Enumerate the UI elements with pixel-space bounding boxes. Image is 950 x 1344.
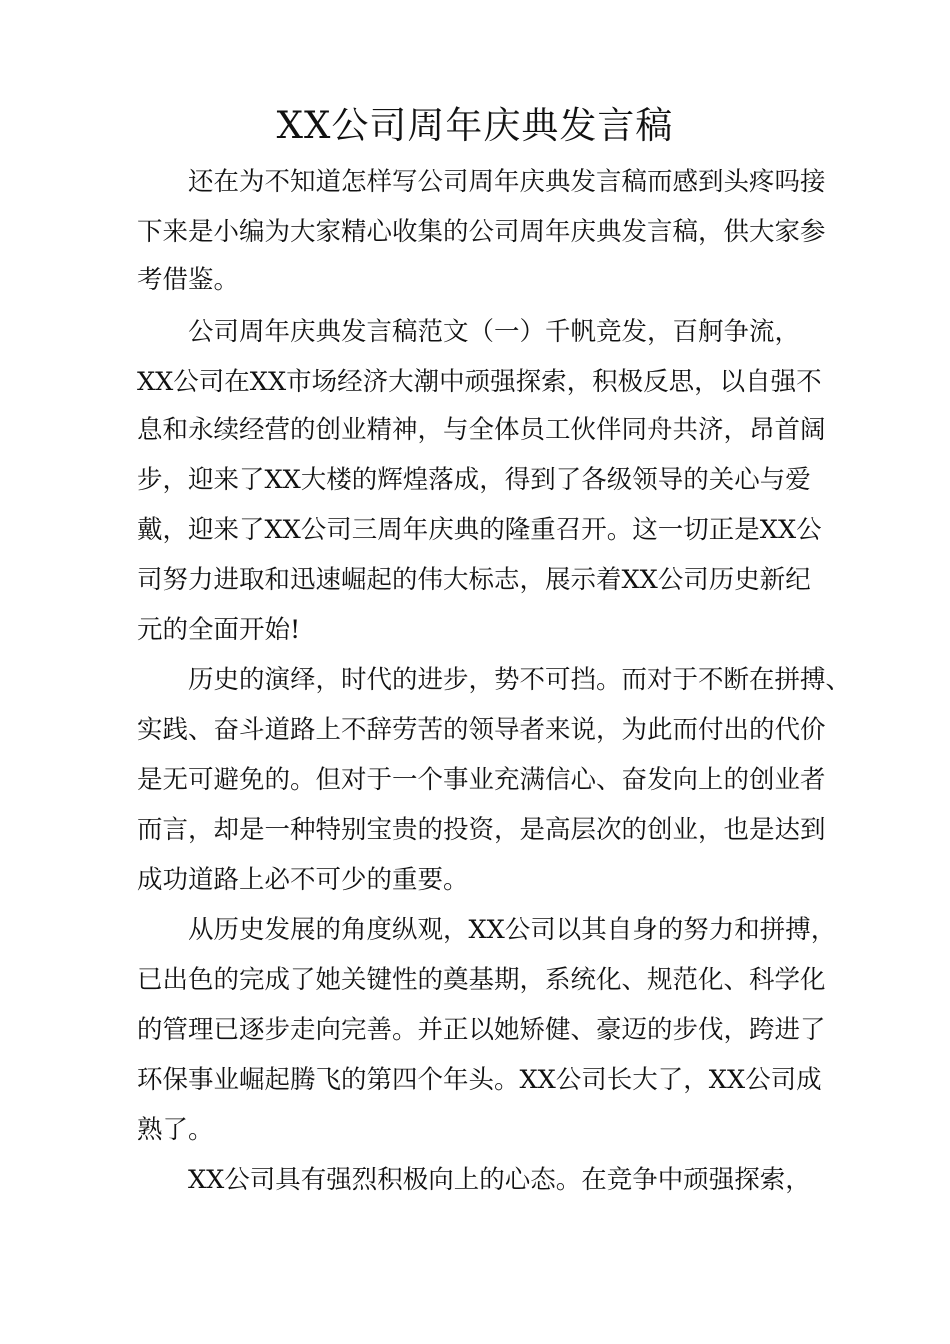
document-title: XX公司周年庆典发言稿	[276, 104, 674, 147]
text-line: 公司周年庆典发言稿范文（一）千帆竞发，百舸争流，	[188, 317, 801, 347]
text-line: 步，迎来了XX大楼的辉煌落成，得到了各级领导的关心与爱	[137, 465, 811, 495]
text-line: 考借鉴。	[137, 265, 240, 295]
text-line: 从历史发展的角度纵观，XX公司以其自身的努力和拼搏，	[188, 915, 837, 945]
text-line: 司努力进取和迅速崛起的伟大标志，展示着XX公司历史新纪	[137, 565, 811, 595]
text-line: 是无可避免的。但对于一个事业充满信心、奋发向上的创业者	[137, 765, 826, 795]
text-line: 而言，却是一种特别宝贵的投资，是高层次的创业，也是达到	[137, 815, 826, 845]
text-line: 息和永续经营的创业精神，与全体员工伙伴同舟共济，昂首阔	[137, 415, 826, 445]
text-line: 成功道路上必不可少的重要。	[137, 865, 469, 895]
text-line: 元的全面开始!	[137, 615, 301, 645]
text-line: XX公司具有强烈积极向上的心态。在竞争中顽强探索，	[188, 1165, 811, 1195]
text-line: XX公司在XX市场经济大潮中顽强探索，积极反思，以自强不	[137, 367, 822, 397]
text-line: 实践、奋斗道路上不辞劳苦的领导者来说，为此而付出的代价	[137, 715, 826, 745]
text-line: 的管理已逐步走向完善。并正以她矫健、豪迈的步伐，跨进了	[137, 1015, 826, 1045]
text-line: 还在为不知道怎样写公司周年庆典发言稿而感到头疼吗接	[188, 167, 826, 197]
text-line: 戴，迎来了XX公司三周年庆典的隆重召开。这一切正是XX公	[137, 515, 822, 545]
text-line: 下来是小编为大家精心收集的公司周年庆典发言稿，供大家参	[137, 217, 826, 247]
text-line: 历史的演绎，时代的进步，势不可挡。而对于不断在拼搏、	[188, 665, 852, 695]
text-line: 环保事业崛起腾飞的第四个年头。XX公司长大了，XX公司成	[137, 1065, 822, 1095]
text-line: 熟了。	[137, 1115, 214, 1145]
text-line: 已出色的完成了她关键性的奠基期，系统化、规范化、科学化	[137, 965, 826, 995]
